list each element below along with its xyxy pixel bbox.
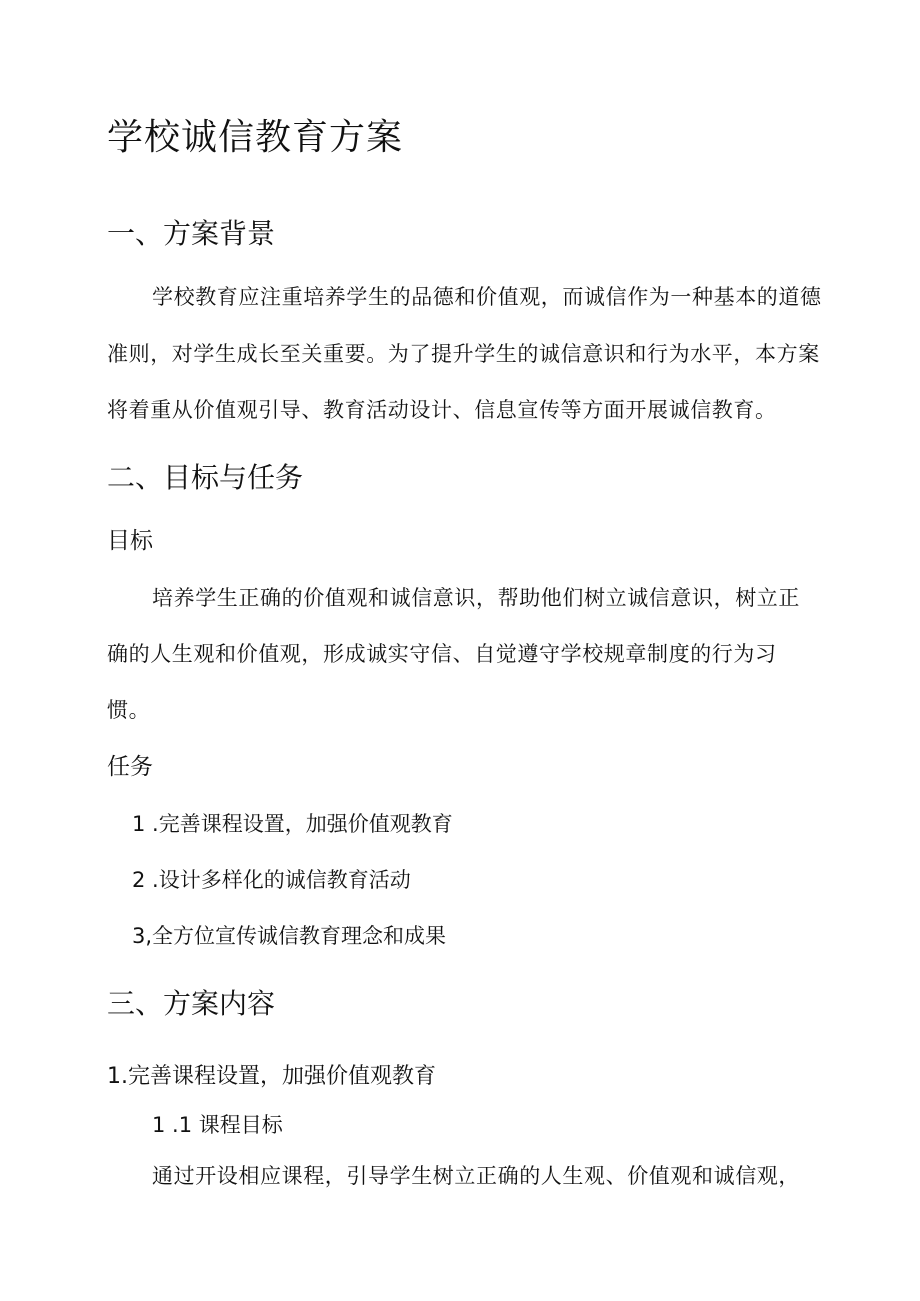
content-item-1-1-line-1: 通过开设相应课程，引导学生树立正确的人生观、价值观和诚信观， <box>152 1164 800 1188</box>
goal-line-2: 确的人生观和价值观，形成诚实守信、自觉遵守学校规章制度的行为习 <box>107 642 777 666</box>
task-item-3: 3,全方位宣传诚信教育理念和成果 <box>132 924 447 948</box>
section-1-paragraph-line-2: 准则，对学生成长至关重要。为了提升学生的诚信意识和行为水平，本方案 <box>107 342 820 366</box>
section-2-heading: 二、目标与任务 <box>107 461 304 494</box>
section-3-heading: 三、方案内容 <box>107 987 276 1020</box>
content-item-1-1: 1 .1 课程目标 <box>152 1113 283 1137</box>
content-item-1: 1.完善课程设置，加强价值观教育 <box>107 1064 436 1089</box>
task-label: 任务 <box>107 754 153 780</box>
section-1-heading: 一、方案背景 <box>107 217 276 250</box>
section-1-paragraph-line-3: 将着重从价值观引导、教育活动设计、信息宣传等方面开展诚信教育。 <box>107 398 777 422</box>
section-1-paragraph-line-1: 学校教育应注重培养学生的品德和价值观，而诚信作为一种基本的道德 <box>152 285 822 309</box>
task-item-1: 1 .完善课程设置，加强价值观教育 <box>132 812 453 836</box>
goal-line-3: 惯。 <box>107 698 151 722</box>
goal-line-1: 培养学生正确的价值观和诚信意识，帮助他们树立诚信意识，树立正 <box>152 586 800 610</box>
goal-label: 目标 <box>107 528 153 554</box>
document-title: 学校诚信教育方案 <box>107 117 404 158</box>
task-item-2: 2 .设计多样化的诚信教育活动 <box>132 868 411 892</box>
